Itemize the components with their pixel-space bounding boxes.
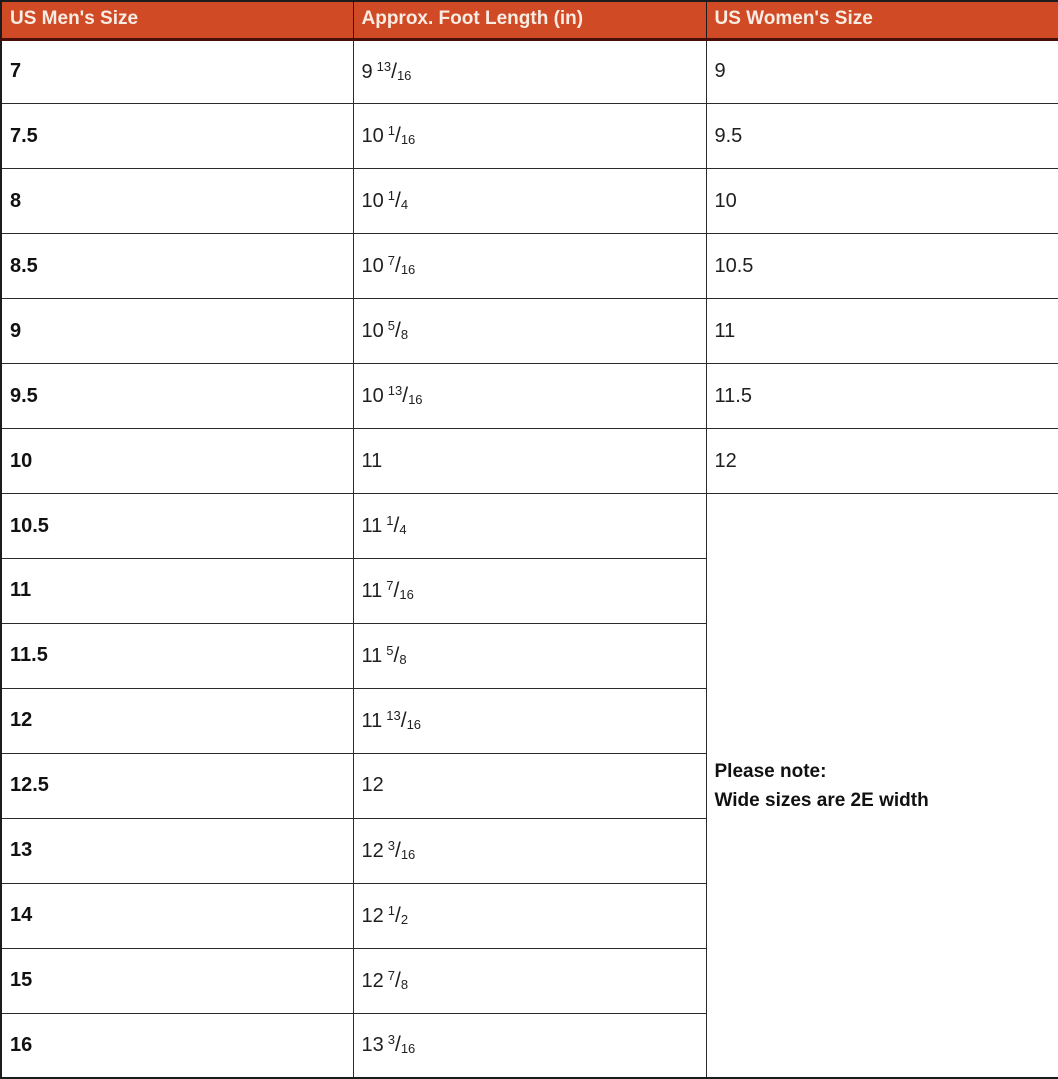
note-line-2: Wide sizes are 2E width [714, 789, 929, 811]
foot-length-cell [353, 753, 706, 818]
foot-length-cell [353, 688, 706, 753]
length-whole: 10 [361, 385, 384, 408]
length-denominator: 4 [399, 522, 407, 538]
table-row [1, 494, 1058, 559]
length-numerator: 1 [387, 902, 395, 918]
length-whole: 9 [361, 60, 373, 83]
foot-length-cell [353, 299, 706, 364]
fraction-slash: / [402, 384, 409, 408]
length-denominator: 16 [400, 846, 416, 862]
length-whole: 13 [361, 1034, 384, 1057]
fraction-slash: / [393, 643, 400, 667]
header-us-womens-size: US Women's Size [706, 1, 1058, 39]
length-numerator: 7 [387, 967, 395, 983]
womens-size-cell: 11.5 [706, 364, 1058, 429]
length-whole: 12 [361, 969, 384, 992]
table-row [1, 234, 1058, 299]
fraction-slash: / [394, 903, 401, 927]
foot-length-cell [353, 818, 706, 883]
note-line-1: Please note: [714, 760, 827, 782]
foot-length-cell [353, 623, 706, 688]
length-whole: 11 [361, 709, 383, 732]
foot-length-cell [353, 234, 706, 299]
length-denominator: 8 [400, 976, 409, 992]
length-whole: 11 [361, 579, 383, 602]
mens-size-cell: 11.5 [1, 623, 353, 688]
length-numerator: 13 [376, 58, 392, 74]
mens-size-cell: 12.5 [1, 753, 353, 818]
mens-size-cell: 8.5 [1, 234, 353, 299]
mens-size-cell: 15 [1, 948, 353, 1013]
womens-size-cell: 12 [706, 429, 1058, 494]
length-whole: 11 [361, 515, 383, 538]
foot-length-cell [353, 39, 706, 104]
fraction-slash: / [394, 124, 401, 148]
length-whole: 12 [361, 839, 384, 862]
mens-size-cell: 10 [1, 429, 353, 494]
mens-size-cell: 9.5 [1, 364, 353, 429]
fraction-slash: / [394, 319, 401, 343]
length-denominator: 16 [400, 262, 416, 278]
length-whole: 11 [361, 449, 383, 472]
fraction-slash: / [393, 514, 400, 538]
length-numerator: 3 [387, 837, 395, 853]
fraction-slash: / [400, 708, 407, 732]
length-denominator: 16 [400, 1041, 416, 1057]
length-whole: 10 [361, 320, 384, 343]
fraction-slash: / [391, 59, 397, 83]
foot-length-cell [353, 104, 706, 169]
length-numerator: 5 [386, 642, 394, 658]
length-numerator: 1 [386, 513, 394, 529]
table-body [1, 39, 1058, 1078]
womens-size-cell: 9.5 [706, 104, 1058, 169]
length-denominator: 16 [406, 716, 422, 732]
mens-size-cell: 7.5 [1, 104, 353, 169]
fraction-slash: / [394, 968, 401, 992]
length-whole: 12 [361, 904, 384, 927]
fraction-slash: / [393, 578, 400, 602]
length-whole: 11 [361, 644, 383, 667]
header-foot-length: Approx. Foot Length (in) [353, 1, 706, 39]
length-numerator: 5 [387, 318, 395, 334]
length-whole: 12 [361, 774, 384, 797]
length-denominator: 16 [396, 67, 412, 83]
table-row [1, 104, 1058, 169]
womens-size-cell: 10.5 [706, 234, 1058, 299]
fraction-slash: / [394, 838, 401, 862]
length-whole: 10 [361, 125, 384, 148]
mens-size-cell: 13 [1, 818, 353, 883]
length-denominator: 16 [400, 132, 416, 148]
length-numerator: 1 [387, 188, 395, 204]
length-denominator: 4 [400, 197, 409, 213]
foot-length-cell [353, 883, 706, 948]
length-denominator: 8 [399, 651, 407, 667]
foot-length-cell [353, 494, 706, 559]
table-row [1, 39, 1058, 104]
foot-length-cell [353, 429, 706, 494]
mens-size-cell: 11 [1, 559, 353, 624]
foot-length-cell [353, 948, 706, 1013]
table-header [1, 1, 1058, 39]
foot-length-cell [353, 169, 706, 234]
length-numerator: 3 [387, 1032, 395, 1048]
length-numerator: 13 [387, 383, 403, 399]
fraction-slash: / [394, 189, 401, 213]
mens-size-cell: 8 [1, 169, 353, 234]
mens-size-cell: 16 [1, 1013, 353, 1078]
foot-length-cell [353, 364, 706, 429]
length-numerator: 13 [386, 707, 401, 723]
table-row [1, 299, 1058, 364]
table-row [1, 169, 1058, 234]
length-numerator: 7 [386, 577, 394, 593]
table-row [1, 429, 1058, 494]
length-numerator: 1 [387, 123, 395, 139]
mens-size-cell: 10.5 [1, 494, 353, 559]
mens-size-cell: 9 [1, 299, 353, 364]
header-us-mens-size: US Men's Size [1, 1, 353, 39]
foot-length-cell [353, 1013, 706, 1078]
womens-size-cell: 9 [706, 39, 1058, 104]
foot-length-cell [353, 559, 706, 624]
length-whole: 10 [361, 190, 384, 213]
length-denominator: 16 [408, 392, 423, 408]
length-denominator: 16 [399, 586, 414, 602]
header-row [1, 1, 1058, 39]
mens-size-cell: 7 [1, 39, 353, 104]
length-whole: 10 [361, 255, 384, 278]
length-numerator: 7 [387, 253, 395, 269]
womens-size-cell: 11 [706, 299, 1058, 364]
fraction-slash: / [394, 1033, 401, 1057]
fraction-slash: / [394, 254, 401, 278]
mens-size-cell: 14 [1, 883, 353, 948]
womens-note-cell [706, 494, 1058, 1078]
table-row [1, 364, 1058, 429]
womens-size-cell: 10 [706, 169, 1058, 234]
length-denominator: 2 [400, 911, 409, 927]
mens-size-cell: 12 [1, 688, 353, 753]
length-denominator: 8 [400, 327, 409, 343]
